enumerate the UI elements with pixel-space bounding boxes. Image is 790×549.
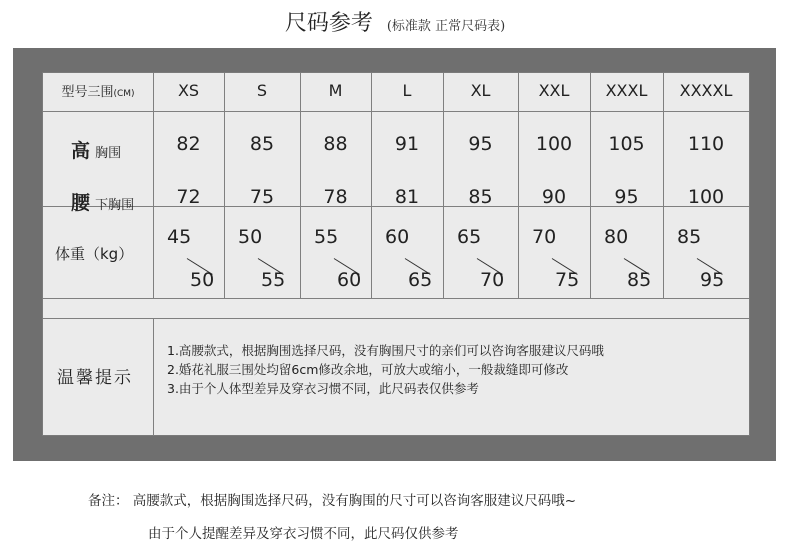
gao-char: 高 <box>71 140 91 162</box>
tip-item: 2.婚花礼服三围处均留6cm修改余地，可放大或缩小，一般裁缝即可修改 <box>167 362 569 377</box>
tip-item: 3.由于个人体型差异及穿衣习惯不同，此尺码表仅供参考 <box>167 381 479 396</box>
tip-item: 1.高腰款式，根据胸围选择尺码，没有胸围尺寸的亲们可以咨询客服建议尺码哦 <box>167 343 604 358</box>
size-header: M <box>328 81 343 100</box>
weight-low: 85 <box>677 226 702 248</box>
chest-value: 110 <box>687 133 725 155</box>
chest-value: 91 <box>394 133 420 155</box>
weight-low: 80 <box>604 226 629 248</box>
underbust-value: 78 <box>323 186 348 208</box>
weight-high: 75 <box>555 269 580 291</box>
note-line-1: 备注： 高腰款式，根据胸围选择尺码，没有胸围的尺寸可以咨询客服建议尺码哦~ <box>88 493 577 509</box>
weight-low: 50 <box>238 226 263 248</box>
weight-label: 体重（kg） <box>55 245 134 263</box>
title-main: 尺码参考 <box>284 11 373 36</box>
tips-label: 温馨提示 <box>57 368 133 388</box>
header-label: 型号三围 <box>61 85 114 100</box>
size-header: S <box>256 81 268 100</box>
weight-low: 55 <box>314 226 339 248</box>
note-line-2: 由于个人提醒差异及穿衣习惯不同，此尺码仅供参考 <box>148 526 459 542</box>
chest-value: 105 <box>608 133 645 155</box>
size-header: XL <box>470 81 491 100</box>
weight-high: 85 <box>627 269 652 291</box>
page-title <box>0 6 790 37</box>
weight-high: 50 <box>190 269 215 291</box>
weight-high: 60 <box>337 269 362 291</box>
underbust-value: 90 <box>541 186 567 208</box>
underbust-label: 下胸围 <box>95 198 135 213</box>
chest-value: 100 <box>535 133 573 155</box>
header-unit: (CM) <box>113 89 135 99</box>
title-subtitle: (标准款 正常尺码表) <box>386 19 506 34</box>
weight-high: 70 <box>480 269 505 291</box>
size-chart-panel <box>13 48 776 461</box>
weight-high: 95 <box>700 269 725 291</box>
weight-low: 65 <box>457 226 482 248</box>
chest-value: 95 <box>468 133 493 155</box>
weight-high: 65 <box>408 269 433 291</box>
size-header: XXL <box>538 81 570 100</box>
size-header: XS <box>177 81 200 100</box>
underbust-value: 95 <box>614 186 639 208</box>
size-chart-table <box>42 72 750 436</box>
underbust-value: 85 <box>468 186 493 208</box>
yao-char: 腰 <box>71 192 91 214</box>
underbust-value: 75 <box>249 186 275 208</box>
chest-value: 85 <box>249 133 275 155</box>
size-header: XXXXL <box>679 81 733 100</box>
underbust-value: 100 <box>687 186 725 208</box>
weight-low: 45 <box>167 226 192 248</box>
weight-low: 70 <box>532 226 557 248</box>
chest-value: 82 <box>176 133 201 155</box>
weight-high: 55 <box>261 269 286 291</box>
underbust-value: 72 <box>176 186 201 208</box>
size-header: L <box>402 81 412 100</box>
weight-low: 60 <box>385 226 410 248</box>
chest-label: 胸围 <box>95 146 122 161</box>
size-header: XXXL <box>605 81 648 100</box>
tips-list <box>167 341 742 398</box>
underbust-label-cell <box>71 188 134 215</box>
chest-label-cell <box>71 136 121 163</box>
header-label-cell <box>43 81 153 100</box>
chest-value: 88 <box>323 133 348 155</box>
underbust-value: 81 <box>394 186 420 208</box>
